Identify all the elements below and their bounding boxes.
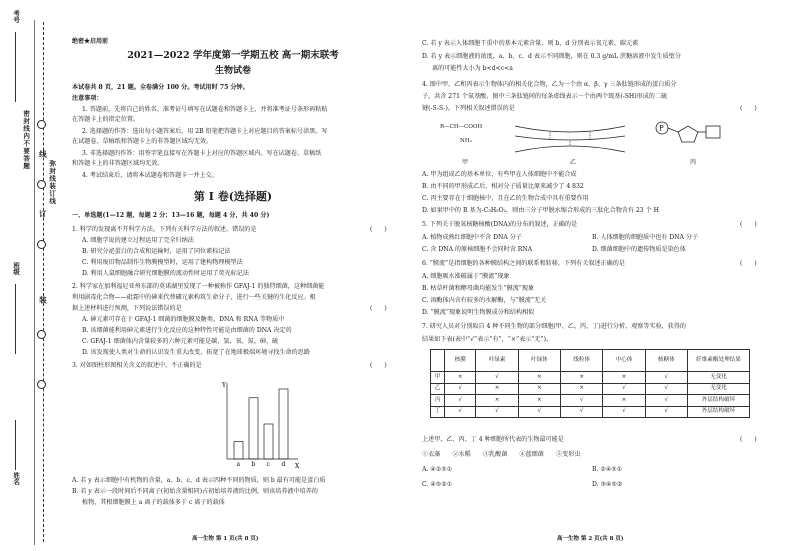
seal-warning: 密封线内不要答题 bbox=[22, 110, 31, 170]
note-line: 3. 非选择题的作答：用签字笔直接写在答题卡上对应的答题区域内。写在试题卷、草稿纸 bbox=[82, 150, 322, 157]
table-cell: × bbox=[518, 395, 560, 407]
option: B. 若 y 表示一段时间后不同离子(初始含量相同)占初始培养液的比例，则该培养液中培养的 bbox=[72, 488, 318, 495]
question-stem: 子，共含 271 个氨基酸，图中三条肽链间的每条虚线表示一个由两个巯基(-SH)形成的二硫 bbox=[422, 93, 668, 100]
seal-char: 装 bbox=[38, 296, 48, 304]
exam-title: 2021—2022 学年度第一学期五校 高一期末联考 bbox=[127, 50, 339, 61]
option: B. 人体细胞的细胞质中也有 DNA 分子 bbox=[592, 234, 699, 241]
seal-char: 订 bbox=[38, 210, 48, 218]
table-cell: 乙 bbox=[431, 383, 445, 395]
figure-label: 乙 bbox=[570, 159, 577, 166]
amino-acid-formula: NH₂ bbox=[460, 138, 472, 144]
option: A. 甲为组成乙的基本单位，有些甲在人体细胞中不能合成 bbox=[422, 171, 577, 178]
table-cell: √ bbox=[561, 395, 603, 407]
question-stem: 4. 图中甲、乙和丙表示生物体内的相关化合物，乙为一个由 α、β、γ 三条肽链形成的蛋白质分 bbox=[422, 81, 677, 88]
option: D. 细菌细胞中的遗传物质是染色体 bbox=[592, 246, 686, 253]
option: D. ③④⑤② bbox=[592, 481, 623, 488]
seal-circle bbox=[37, 120, 46, 129]
answer-paren: ( ) bbox=[740, 221, 757, 228]
category-label: b bbox=[251, 461, 256, 468]
table-row bbox=[431, 406, 750, 418]
table-header: 叶绿素 bbox=[476, 350, 518, 372]
item-list: ①衣藻 ②水稻 ③乳酸菌 ④蓝细菌 ⑤变形虫 bbox=[422, 451, 581, 458]
table-cell: 无变化 bbox=[688, 383, 750, 395]
option: A. 细胞学说的建立过程运用了完全归纳法 bbox=[82, 237, 194, 244]
answer-paren: ( ) bbox=[370, 226, 387, 233]
question-stem: 上述甲、乙、丙、丁 4 种细胞所代表的生物最可能是 bbox=[422, 436, 564, 443]
option: B. 研究分泌蛋白的合成和运输时，运用了同位素标记法 bbox=[82, 248, 231, 255]
option: D. 若 y 表示细胞液的浓度，a、b、c、d 表示不同细胞，则在 0.3 g/mL 蔗糖溶液中发生质壁分 bbox=[422, 53, 681, 60]
bond bbox=[668, 128, 678, 132]
table-header bbox=[431, 350, 445, 372]
table-cell: √ bbox=[603, 406, 645, 418]
option: 植物，其根细胞膜上 a 离子的载体多于 c 离子的载体 bbox=[82, 499, 225, 506]
table-cell: √ bbox=[645, 395, 687, 407]
binding-gutter bbox=[0, 0, 58, 551]
class-label: 班级 bbox=[12, 262, 21, 275]
exam-no-line bbox=[15, 32, 16, 102]
table-row bbox=[431, 383, 750, 395]
note-line: 在答题卡上的指定位置。 bbox=[72, 116, 140, 123]
bar-c bbox=[264, 424, 273, 459]
table-cell: √ bbox=[561, 406, 603, 418]
table-cell: √ bbox=[645, 406, 687, 418]
option: D. 利用人鼠细胞融合研究细胞膜的流动性时运用了荧光标记法 bbox=[82, 270, 249, 277]
question-stem: 1. 科学的发现离不开科学方法。下列有关科学方法的叙述，错误的是 bbox=[72, 226, 257, 233]
table-header: 核糖体 bbox=[645, 350, 687, 372]
seal-line bbox=[43, 22, 44, 542]
amino-acid-formula: R—CH—COOH bbox=[440, 124, 483, 130]
question-stem: 6. “膜流”是指细胞的各种膜结构之间的联系和转移，下列有关叙述正确的是 bbox=[422, 260, 625, 267]
option: C. 丙主要存在于细胞核中，且在乙的生物合成中具有重要作用 bbox=[422, 195, 589, 202]
option: C. GFAJ-1 细菌体内含量较多的六种元素可能是碳、氢、氧、氮、砷、硫 bbox=[82, 338, 279, 345]
table-header: 中心体 bbox=[603, 350, 645, 372]
question-stem: 键(-S-S-)。下列相关叙述错误的是 bbox=[422, 105, 515, 112]
note-line: 和答题卡上的非答题区域均无效。 bbox=[72, 160, 164, 167]
answer-paren: ( ) bbox=[740, 260, 757, 267]
table-cell: √ bbox=[518, 406, 560, 418]
table-cell: √ bbox=[645, 372, 687, 384]
cell-data-table bbox=[430, 349, 750, 418]
table-cell: × bbox=[476, 395, 518, 407]
option: D. “膜流”现象说明生物膜成分和结构相似 bbox=[422, 309, 535, 316]
seal-circle bbox=[37, 240, 46, 249]
table-cell: 丙 bbox=[431, 395, 445, 407]
table-header-row bbox=[431, 350, 750, 372]
notes-title: 注意事项： bbox=[72, 95, 103, 102]
table-cell: √ bbox=[445, 383, 476, 395]
option: A. 砷元素可存在于 GFAJ-1 细菌的细胞膜及糖类、DNA 和 RNA 等物质中 bbox=[82, 316, 285, 323]
base-icon bbox=[706, 126, 720, 138]
table-header: 线粒体 bbox=[561, 350, 603, 372]
page-footer: 高一生物 第 2 页(共 8 页) bbox=[557, 536, 624, 542]
table-cell: √ bbox=[445, 406, 476, 418]
table-cell: 外层结构破坏 bbox=[688, 406, 750, 418]
chain-alpha bbox=[515, 126, 625, 132]
category-label: a bbox=[236, 461, 241, 468]
table-cell: × bbox=[476, 383, 518, 395]
page-footer: 高一生物 第 1 页(共 8 页) bbox=[192, 536, 259, 542]
option: B. 由不同的甲形成乙后，相对分子质量比原来减少了 4 832 bbox=[422, 183, 584, 190]
question-stem: 7. 研究人员对分别取自 4 种不同生物的部分细胞(甲、乙、丙、丁)进行分析、观察等实验，获得的 bbox=[422, 323, 687, 330]
table-cell: × bbox=[603, 372, 645, 384]
chain-gamma bbox=[515, 146, 625, 152]
table-cell: √ bbox=[645, 383, 687, 395]
table-cell: 外层结构破坏 bbox=[688, 395, 750, 407]
question-stem: 利用剧毒化合物——砒霜中的砷来代替磷元素构筑生命分子，进行一些关键的生化反应。根 bbox=[72, 294, 316, 301]
table-cell: √ bbox=[476, 372, 518, 384]
option: B. 枯草杆菌和酵母菌均能发生“膜流”现象 bbox=[422, 285, 535, 292]
table-header: 核膜 bbox=[445, 350, 476, 372]
option: C. 利用废旧物品制作生物膜模型时，运用了建构物理模型法 bbox=[82, 259, 243, 266]
table-row bbox=[431, 395, 750, 407]
table-cell: 丁 bbox=[431, 406, 445, 418]
note-line: 1. 答题前，先将自己的姓名、准考证号填写在试题卷和答题卡上，并将准考证号条形码粘贴 bbox=[82, 106, 328, 113]
table-cell: × bbox=[445, 372, 476, 384]
option: A. 若 y 表示细胞中有机物的含量，a、b、c、d 表示四种不同的物质，则 b 最有可能是蛋白质 bbox=[72, 477, 326, 484]
answer-paren: ( ) bbox=[740, 436, 757, 443]
nucleotide-diagram bbox=[654, 118, 724, 158]
name-label: 姓名 bbox=[12, 472, 21, 485]
option: A. 细胞吸水涨破属于“膜流”现象 bbox=[422, 273, 510, 280]
note-line: 4. 考试结束后，请将本试题卷和答题卡一并上交。 bbox=[82, 172, 218, 179]
answer-paren: ( ) bbox=[370, 305, 387, 312]
page-1 bbox=[62, 0, 404, 551]
table-cell: √ bbox=[603, 383, 645, 395]
table-cell: √ bbox=[476, 406, 518, 418]
figure-label: 丙 bbox=[690, 159, 697, 166]
option: B. ②④⑤① bbox=[592, 466, 623, 473]
protein-diagram bbox=[510, 116, 630, 161]
chain-beta bbox=[515, 136, 625, 140]
gutter-band bbox=[34, 20, 48, 545]
seal-circle bbox=[37, 380, 46, 389]
note-line: 2. 选择题的作答：选出每小题答案后，用 2B 铅笔把答题卡上对应题目的答案标号涂黑。写 bbox=[82, 128, 328, 135]
option: 离的可能性大小为 b<d<c<a bbox=[432, 65, 513, 72]
table-cell: × bbox=[603, 395, 645, 407]
question-stem: 3. 对如图柱形图相关含义的叙述中，不正确的是 bbox=[72, 362, 202, 369]
page-2 bbox=[422, 0, 772, 551]
table-cell: × bbox=[518, 383, 560, 395]
option: C. ④⑤②① bbox=[422, 481, 453, 488]
question-stem: 2. 科学家在加利福尼亚州东部的莫诺湖里发现了一种被称作 GFAJ-1 的独特细菌，这种细菌能 bbox=[72, 283, 325, 290]
answer-paren: ( ) bbox=[740, 105, 757, 112]
name-line bbox=[15, 420, 16, 470]
confidential-tag: 绝密★启用前 bbox=[72, 38, 109, 45]
seal-marks: 弥封线装订线 bbox=[48, 160, 57, 205]
bar-b bbox=[249, 398, 258, 459]
seal-circle bbox=[37, 180, 46, 189]
figure-label: 甲 bbox=[462, 159, 469, 166]
bars-group bbox=[234, 389, 288, 468]
answer-paren: ( ) bbox=[370, 362, 387, 369]
table-header: 纤维素酶处理结果 bbox=[688, 350, 750, 372]
question-stem: 结果如下表(表中“√”表示“有”，“×”表示“无”)。 bbox=[422, 336, 553, 343]
option: C. 若 y 表示人体细胞干重中的基本元素含量，则 b、d 分别表示氧元素、碳元素 bbox=[422, 40, 639, 47]
bar-chart bbox=[212, 375, 302, 475]
section-title: 第 Ⅰ 卷(选择题) bbox=[193, 190, 273, 203]
option: D. 该发现使人类对生命的认识发生重大改变，拓宽了在地球极端环境寻找生命的思路 bbox=[82, 349, 310, 356]
note-line: 在试题卷、草稿纸和答题卡上的非答题区域均无效。 bbox=[72, 138, 213, 145]
sugar-icon bbox=[678, 126, 698, 142]
table-cell: 甲 bbox=[431, 372, 445, 384]
option: C. 含 DNA 的原核细胞不会同时含 RNA bbox=[422, 246, 533, 253]
seal-circle bbox=[37, 330, 46, 339]
bar-a bbox=[234, 442, 243, 460]
option: D. 如果甲中的 R 基为-C₃H₅O₂，则由三分子甲脱水缩合形成的三肽化合物含有 23 个 H bbox=[422, 207, 659, 214]
question-stem: 5. 下列关于脱氧核糖核酸(DNA)的分布的叙述，正确的是 bbox=[422, 221, 578, 228]
category-label: d bbox=[281, 461, 286, 468]
option: A. 植物成熟红细胞中不含 DNA 分子 bbox=[422, 234, 522, 241]
table-cell: × bbox=[561, 383, 603, 395]
exam-subtitle: 生物试卷 bbox=[214, 66, 251, 76]
table-cell: 无变化 bbox=[688, 372, 750, 384]
table-cell: √ bbox=[445, 395, 476, 407]
part-heading: 一、单选题(1—12 题，每题 2 分；13—16 题，每题 4 分，共 40 分) bbox=[72, 212, 270, 219]
option: A. ④②⑤① bbox=[422, 466, 453, 473]
table-cell: × bbox=[561, 372, 603, 384]
phosphate-symbol: P bbox=[659, 124, 664, 133]
exam-intro: 本试卷共 8 页，21 题。全卷满分 100 分。考试用时 75 分钟。 bbox=[72, 84, 249, 91]
class-line bbox=[15, 284, 16, 354]
question-stem: 据上述材料进行预测，下列说法错误的是 bbox=[72, 305, 182, 312]
option: B. 该细菌能利用砷元素进行生化反应的这种特性可能是由细菌的 DNA 决定的 bbox=[82, 327, 292, 334]
option: C. 溶酶体内含有较多的水解酶，与“膜流”无关 bbox=[422, 297, 547, 304]
table-row bbox=[431, 372, 750, 384]
table-cell: × bbox=[518, 372, 560, 384]
bar-d bbox=[279, 389, 288, 459]
exam-no-label: 考号 bbox=[12, 10, 21, 23]
seal-char: 线 bbox=[38, 150, 48, 158]
y-axis-label: Y bbox=[222, 382, 226, 389]
x-axis-label: X bbox=[295, 463, 300, 470]
table-header: 叶绿体 bbox=[518, 350, 560, 372]
category-label: c bbox=[266, 461, 270, 468]
